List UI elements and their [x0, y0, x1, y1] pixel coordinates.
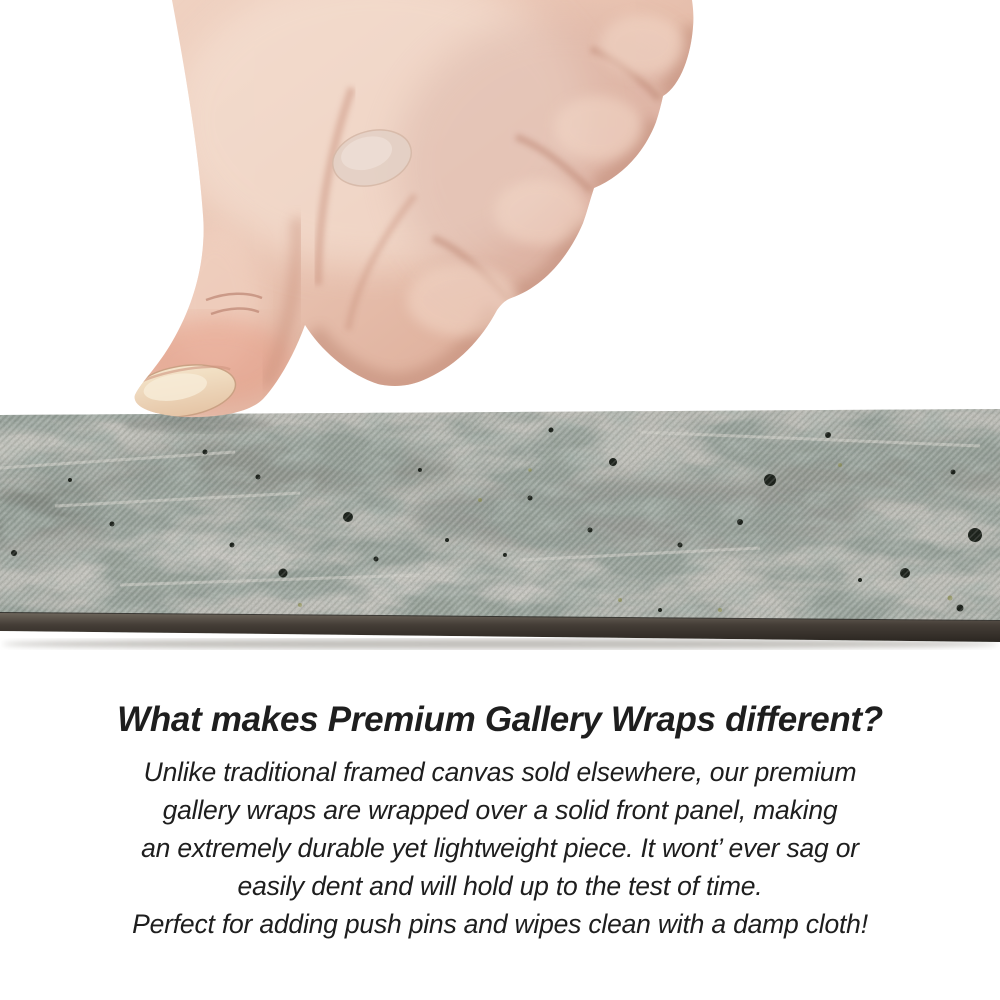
body-line-2: gallery wraps are wrapped over a solid front panel, making	[162, 795, 838, 825]
body-line-4: easily dent and will hold up to the test of time.	[237, 871, 763, 901]
marketing-copy	[0, 700, 1000, 943]
body-line-5: Perfect for adding push pins and wipes clean with a damp cloth!	[132, 909, 868, 939]
body-line-1: Unlike traditional framed canvas sold elsewhere, our premium	[143, 757, 857, 787]
body-line-3: an extremely durable yet lightweight piece. It wont’ ever sag or	[141, 833, 859, 863]
headline: What makes Premium Gallery Wraps different?	[117, 700, 883, 739]
